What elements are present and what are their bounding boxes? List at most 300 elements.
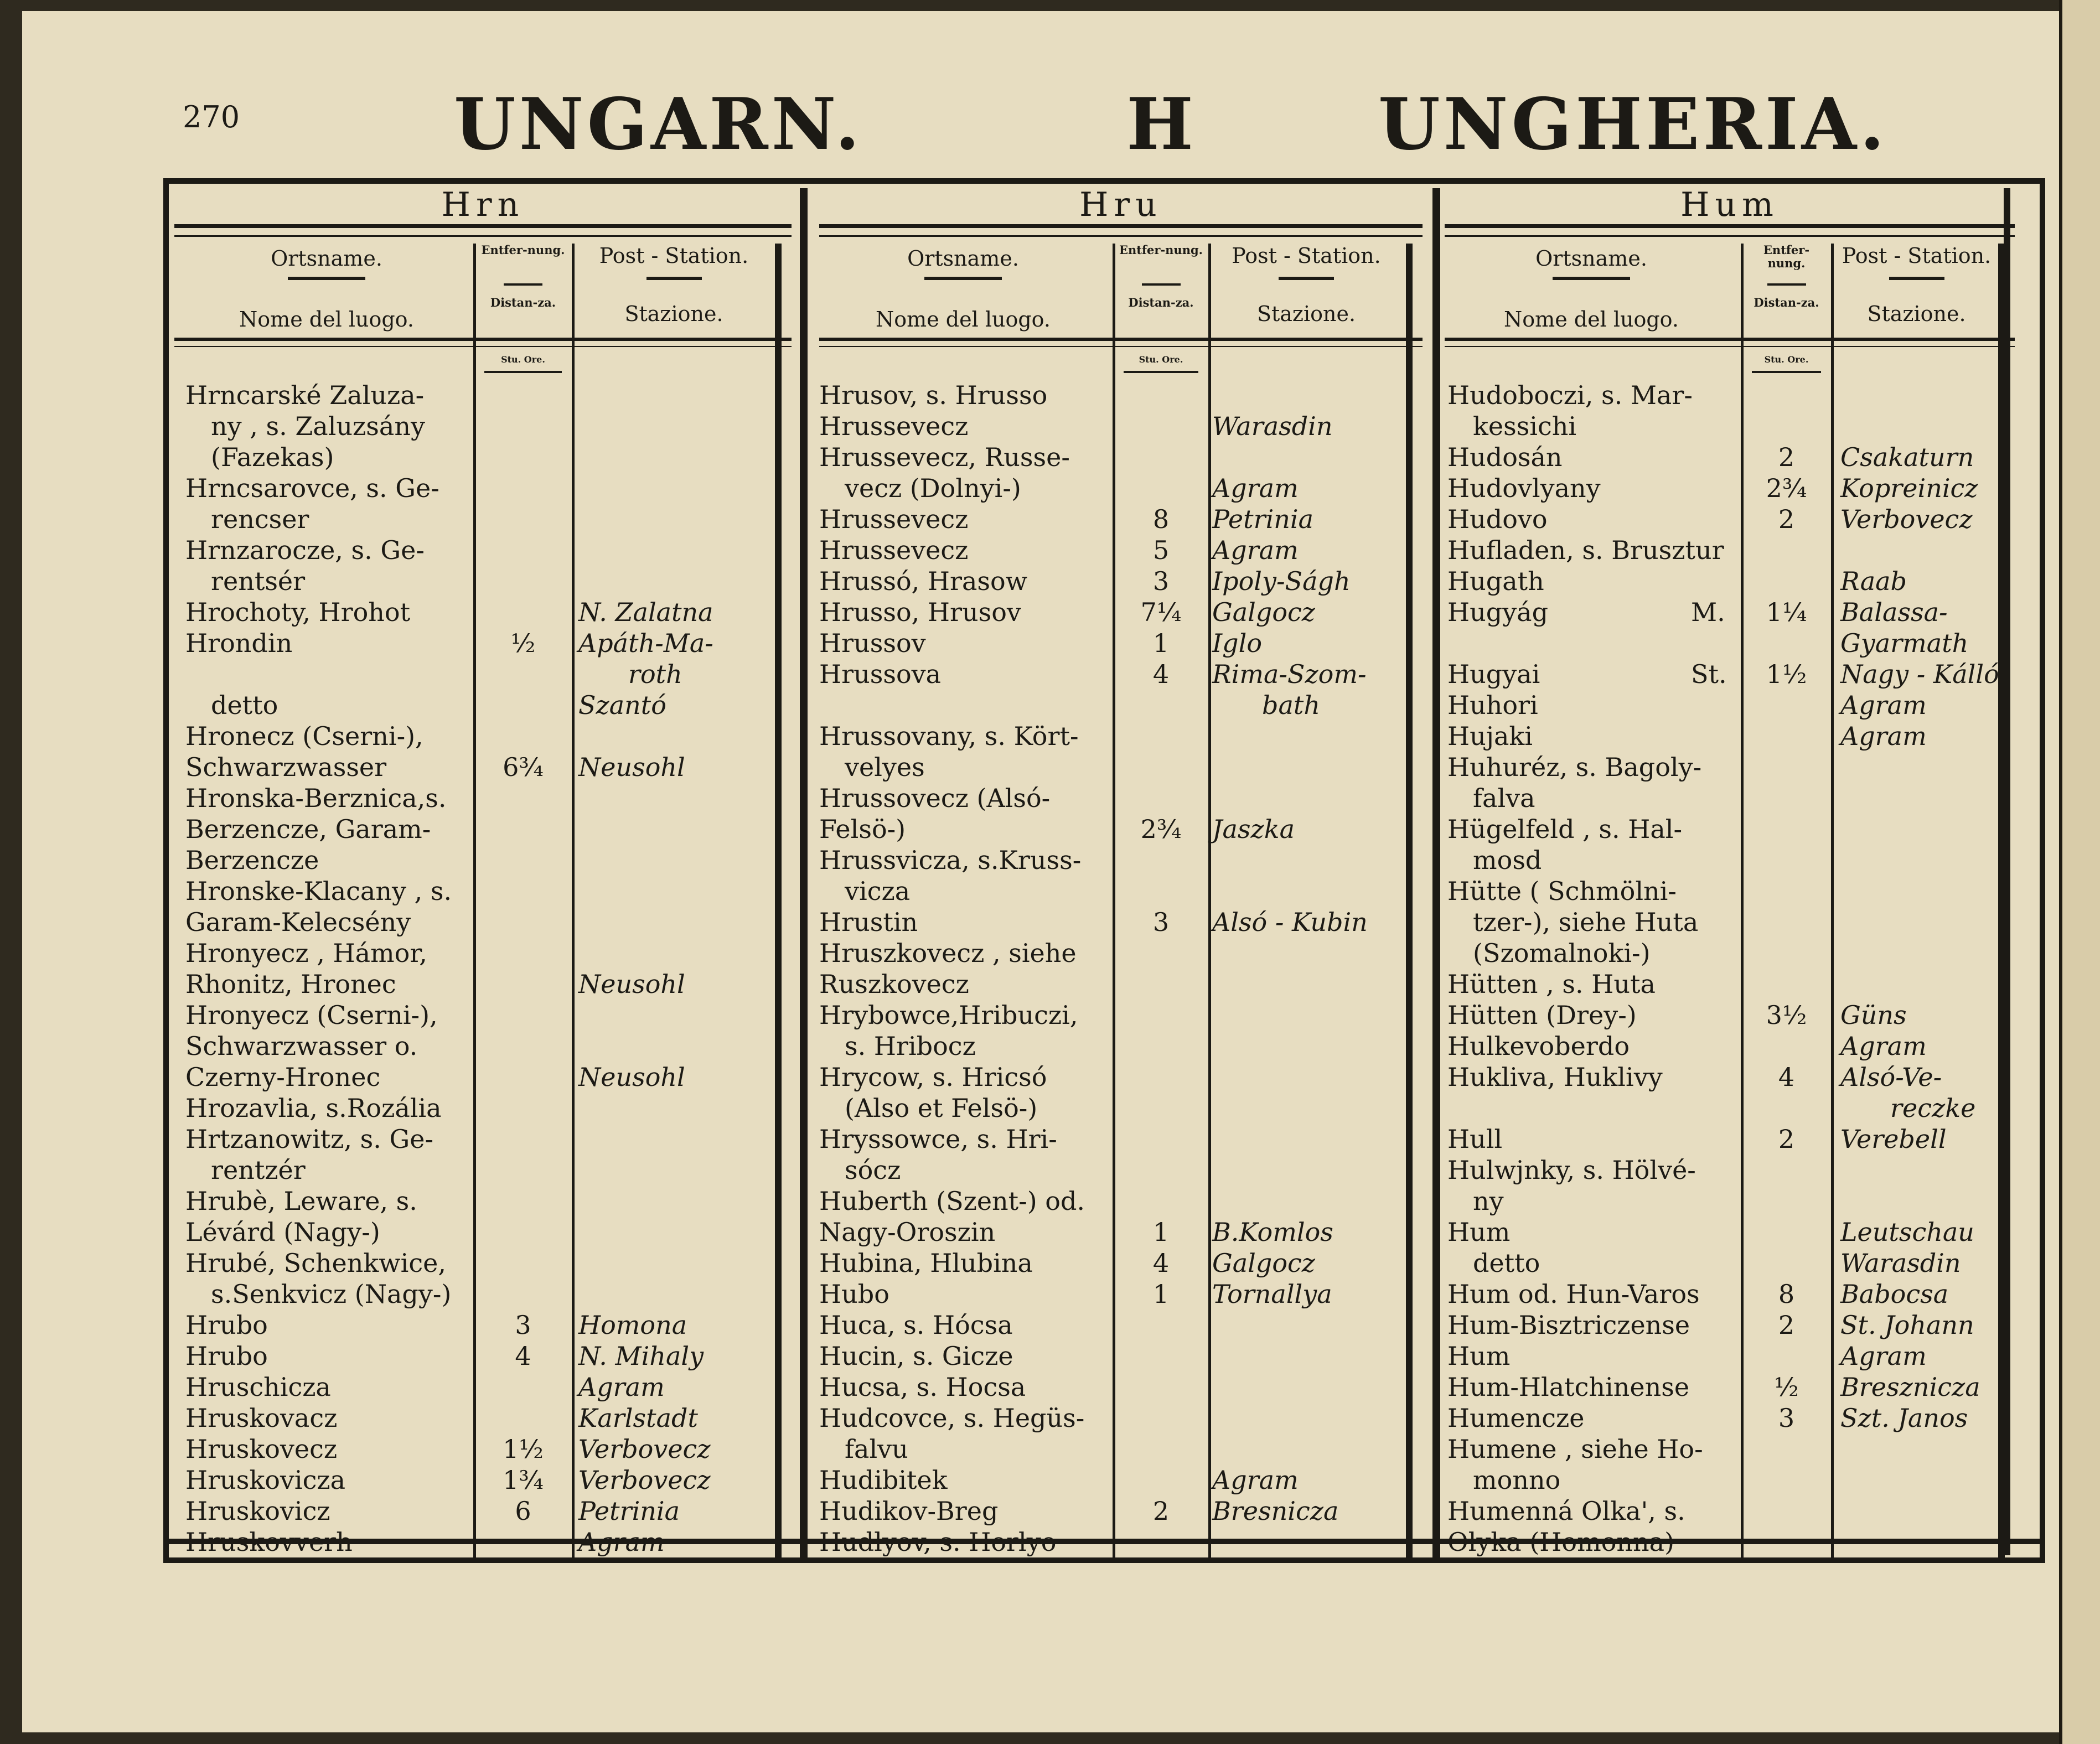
table-row [1447, 628, 1993, 659]
table-row [819, 876, 1400, 907]
place-name: falva [1473, 783, 1535, 813]
table-row [1447, 1464, 1993, 1495]
place-name: Hucsa, s. Hocsa [819, 1372, 1026, 1402]
place-name: Schwarzwasser o. [185, 1031, 418, 1061]
table-row [185, 473, 769, 504]
distance-value: 1¼ [1766, 597, 1807, 627]
table-row [819, 411, 1400, 442]
place-name: s.Senkvicz (Nagy-) [211, 1279, 452, 1309]
column-header-rule [1752, 371, 1821, 373]
header-rule [1445, 338, 2015, 341]
column-header-name-de: Ortsname. [1535, 246, 1647, 271]
place-name: Hrubo [185, 1341, 268, 1371]
place-name: Hronske-Klacany , s. [185, 876, 452, 906]
post-station: bath [1262, 690, 1320, 720]
table-row [185, 1372, 769, 1403]
table-row [819, 814, 1400, 845]
place-name: Rhonitz, Hronec [185, 969, 396, 999]
column-header-dist-unit: Stu. Ore. [1764, 354, 1809, 365]
distance-value: 1½ [503, 1434, 544, 1464]
table-row [819, 1310, 1400, 1341]
place-name: velyes [845, 752, 925, 782]
distance-value: 3 [1152, 907, 1170, 937]
section-title-rule [1445, 224, 2015, 228]
place-name: Hruskovicz [185, 1496, 330, 1526]
post-station: N. Mihaly [578, 1341, 704, 1371]
place-name: Hrussovecz (Alsó- [819, 783, 1051, 813]
section-divider [800, 188, 808, 1561]
place-name: rencser [211, 504, 309, 534]
column-header-rule [484, 371, 562, 373]
post-station: Agram [1212, 473, 1299, 503]
table-row [1447, 1000, 1993, 1031]
post-station: Güns [1840, 1000, 1907, 1030]
distance-value: 1½ [1766, 659, 1807, 689]
column-header-dist-de: Entfer-nung. [1763, 243, 1810, 270]
place-name: Hrusov, s. Hrusso [819, 380, 1048, 410]
place-name: Hrussevecz [819, 411, 969, 441]
post-station: Leutschau [1840, 1217, 1974, 1247]
place-name: Hruskovecz [185, 1434, 338, 1464]
distance-value: 2 [1152, 1496, 1170, 1526]
place-name: Berzencze [185, 845, 319, 875]
header-rule [174, 346, 792, 347]
table-row [1447, 783, 1993, 814]
place-name: Hudovo [1447, 504, 1548, 534]
table-row [1447, 690, 1993, 721]
table-row [185, 411, 769, 442]
table-row [1447, 752, 1993, 783]
table-row [185, 1186, 769, 1217]
place-name: Hrnzarocze, s. Ge- [185, 535, 425, 565]
post-station: Agram [578, 1372, 665, 1402]
place-name: Hrybowce,Hribuczi, [819, 1000, 1078, 1030]
table-row [185, 597, 769, 628]
table-row [185, 1341, 769, 1372]
section-title-rule [174, 235, 792, 237]
place-name: detto [1473, 1248, 1540, 1278]
distance-value: 1 [1152, 1217, 1170, 1247]
post-station: Alsó-Ve- [1840, 1062, 1942, 1092]
post-station: Warasdin [1840, 1248, 1961, 1278]
place-name: Hull [1447, 1124, 1503, 1154]
post-station: Csakaturn [1840, 442, 1974, 472]
post-station: Agram [1212, 1465, 1299, 1495]
post-station: Galgocz [1212, 597, 1316, 627]
place-name: Ruszkovecz [819, 969, 969, 999]
place-name: Hronyecz (Cserni-), [185, 1000, 438, 1030]
table-row [819, 1434, 1400, 1464]
table-row [819, 442, 1400, 473]
column-header-rule [1124, 371, 1198, 373]
column-header-rule [504, 283, 542, 286]
post-station: Bresznicza [1840, 1372, 1980, 1402]
distance-value: 6 [515, 1496, 531, 1526]
place-name: Hugath [1447, 566, 1544, 596]
table-row [819, 1403, 1400, 1434]
post-station: Agram [1840, 1031, 1927, 1061]
place-name: rentzér [211, 1155, 306, 1185]
table-row [1447, 411, 1993, 442]
table-row [819, 969, 1400, 1000]
post-station: Neusohl [578, 752, 685, 782]
post-station: Verbovecz [578, 1465, 711, 1495]
post-station: Tornallya [1212, 1279, 1332, 1309]
table-row [819, 938, 1400, 969]
table-row [185, 1155, 769, 1186]
post-station: Ipoly-Ságh [1212, 566, 1351, 596]
place-name: Hugyai [1447, 659, 1540, 689]
post-station: Agram [1212, 535, 1299, 565]
column-header-dist-it: Distan-za. [1128, 296, 1194, 309]
table-row [1447, 1310, 1993, 1341]
place-name: Hrncsarovce, s. Ge- [185, 473, 439, 503]
post-station: Karlstadt [578, 1403, 698, 1433]
place-name: Hronska-Berznica,s. [185, 783, 447, 813]
table-row [1447, 1341, 1993, 1372]
place-name: Hrussvicza, s.Kruss- [819, 845, 1082, 875]
post-station: Balassa- [1840, 597, 1948, 627]
place-name: kessichi [1473, 411, 1577, 441]
place-name: Hum-Hlatchinense [1447, 1372, 1690, 1402]
table-row [185, 535, 769, 566]
place-name: Hum-Bisztriczense [1447, 1310, 1690, 1340]
place-name: (Also et Felsö-) [845, 1093, 1038, 1123]
distance-value: 1¾ [503, 1465, 544, 1495]
table-row [185, 783, 769, 814]
table-row [819, 1000, 1400, 1031]
place-name: Hrussovany, s. Kört- [819, 721, 1079, 751]
column-header-rule [1553, 277, 1630, 280]
table-row [819, 597, 1400, 628]
table-row [1447, 1124, 1993, 1155]
table-row [819, 783, 1400, 814]
table-row [1447, 1093, 1993, 1124]
column-header-dist-it: Distan-za. [490, 296, 556, 309]
column-header-dist-it: Distan-za. [1754, 296, 1819, 309]
place-name: Hrubo [185, 1310, 268, 1340]
table-row [1447, 1186, 1993, 1217]
distance-value: 7¼ [1140, 597, 1182, 627]
table-row [819, 1062, 1400, 1093]
place-name: Hütte ( Schmölni- [1447, 876, 1677, 906]
table-row [185, 814, 769, 845]
table-row [819, 690, 1400, 721]
header-letter: H [1126, 83, 1197, 166]
table-row [1447, 1217, 1993, 1248]
post-station: Homona [578, 1310, 687, 1340]
distance-value: ½ [510, 628, 536, 658]
place-name: Hrussevecz, Russe- [819, 442, 1070, 472]
table-row [185, 442, 769, 473]
section-title: Hum [1680, 185, 1779, 224]
table-row [1447, 566, 1993, 597]
column-rule [1998, 244, 2005, 1561]
table-row [1447, 1031, 1993, 1062]
section-title-rule [819, 235, 1423, 237]
page-number: 270 [183, 100, 240, 134]
place-name: vicza [845, 876, 911, 906]
place-name: ny , s. Zaluzsány [211, 411, 425, 441]
distance-value: 3 [1152, 566, 1170, 596]
table-row [185, 1434, 769, 1464]
column-header-rule [1767, 283, 1806, 286]
distance-value: 2¾ [1140, 814, 1182, 844]
post-station: St. Johann [1840, 1310, 1974, 1340]
column-header-post-de: Post - Station. [599, 244, 749, 268]
place-name: Hrubè, Leware, s. [185, 1186, 417, 1216]
post-station: Alsó - Kubin [1212, 907, 1368, 937]
post-station: Nagy - Kálló [1840, 659, 1999, 689]
table-row [819, 1124, 1400, 1155]
place-name: Schwarzwasser [185, 752, 387, 782]
place-name: Hujaki [1447, 721, 1533, 751]
place-name: Hulkevoberdo [1447, 1031, 1630, 1061]
table-row [819, 380, 1400, 411]
post-station: Jaszka [1212, 814, 1295, 844]
distance-value: 4 [1152, 1248, 1170, 1278]
column-header-name-it: Nome del luogo. [876, 307, 1051, 332]
table-row [819, 845, 1400, 876]
post-station: Agram [1840, 721, 1927, 751]
place-name: Hubina, Hlubina [819, 1248, 1033, 1278]
table-row [185, 380, 769, 411]
place-name: Hudovlyany [1447, 473, 1601, 503]
place-name: Huca, s. Hócsa [819, 1310, 1013, 1340]
header-rule [819, 346, 1423, 347]
table-row [185, 969, 769, 1000]
post-station: Warasdin [1212, 411, 1333, 441]
header-rule [819, 338, 1423, 341]
place-name: Hugyág [1447, 597, 1549, 627]
table-row [185, 1248, 769, 1279]
place-name: Hudcovce, s. Hegüs- [819, 1403, 1085, 1433]
table-row [1447, 1495, 1993, 1526]
column-header-post-de: Post - Station. [1232, 244, 1381, 268]
place-name: Hrozavlia, s.Rozália [185, 1093, 442, 1123]
table-row [185, 1000, 769, 1031]
distance-value: 5 [1152, 535, 1170, 565]
table-row [1447, 938, 1993, 969]
table-row [819, 1248, 1400, 1279]
place-name: Nagy-Oroszin [819, 1217, 996, 1247]
region-mark: St. [1691, 659, 1727, 689]
table-row [819, 1495, 1400, 1526]
section-title: Hru [1079, 185, 1162, 224]
column-header-rule [1279, 277, 1334, 280]
table-row [819, 628, 1400, 659]
place-name: tzer-), siehe Huta [1473, 907, 1699, 937]
place-name: Hrycow, s. Hricsó [819, 1062, 1047, 1092]
place-name: Hulwjnky, s. Hölvé- [1447, 1155, 1696, 1185]
table-row [819, 473, 1400, 504]
table-row [819, 659, 1400, 690]
table-row [1447, 1372, 1993, 1403]
place-name: Hruskovicza [185, 1465, 346, 1495]
table-row [1447, 597, 1993, 628]
table-row [185, 938, 769, 969]
place-name: Hügelfeld , s. Hal- [1447, 814, 1683, 844]
place-name: Hum [1447, 1217, 1511, 1247]
place-name: Hudosán [1447, 442, 1563, 472]
place-name: Humencze [1447, 1403, 1585, 1433]
table-row [185, 907, 769, 938]
post-station: Kopreinicz [1840, 473, 1978, 503]
post-station: reczke [1890, 1093, 1976, 1123]
table-row [1447, 380, 1993, 411]
place-name: Hrussó, Hrasow [819, 566, 1028, 596]
section-divider [1432, 188, 1440, 1561]
table-row [185, 1403, 769, 1434]
distance-value: 3 [515, 1310, 531, 1340]
table-row [185, 628, 769, 659]
table-row [819, 1279, 1400, 1310]
distance-value: 2 [1778, 1310, 1795, 1340]
place-name: Humene , siehe Ho- [1447, 1434, 1703, 1464]
table-row [1447, 1434, 1993, 1464]
post-station: Agram [1840, 690, 1927, 720]
table-row [185, 566, 769, 597]
header-rule [1445, 346, 2015, 347]
table-row [185, 845, 769, 876]
place-name: Hum od. Hun-Varos [1447, 1279, 1700, 1309]
place-name: Czerny-Hronec [185, 1062, 381, 1092]
distance-value: 4 [515, 1341, 531, 1371]
header-rule [174, 338, 792, 341]
place-name: Lévárd (Nagy-) [185, 1217, 380, 1247]
place-name: Hrtzanowitz, s. Ge- [185, 1124, 433, 1154]
place-name: Garam-Kelecsény [185, 907, 411, 937]
post-station: Petrinia [578, 1496, 680, 1526]
table-row [819, 566, 1400, 597]
place-name: Humenná Olka', s. [1447, 1496, 1685, 1526]
table-row [1447, 1279, 1993, 1310]
column-header-rule [1142, 283, 1181, 286]
column-header-rule [646, 277, 702, 280]
column-header-name-de: Ortsname. [907, 246, 1019, 271]
place-name: Huhuréz, s. Bagoly- [1447, 752, 1702, 782]
place-name: Berzencze, Garam- [185, 814, 431, 844]
column-header-name-it: Nome del luogo. [1504, 307, 1679, 332]
place-name: Hronecz (Cserni-), [185, 721, 423, 751]
next-page-edge [2059, 0, 2100, 1744]
place-name: ny [1473, 1186, 1504, 1216]
post-station: Petrinia [1212, 504, 1314, 534]
post-station: Bresnicza [1212, 1496, 1339, 1526]
table-row [185, 752, 769, 783]
table-row [1447, 1248, 1993, 1279]
place-name: Hudibitek [819, 1465, 948, 1495]
table-row [1447, 1062, 1993, 1093]
place-name: Hrussevecz [819, 504, 969, 534]
place-name: Felsö-) [819, 814, 906, 844]
table-row [819, 1031, 1400, 1062]
post-station: Galgocz [1212, 1248, 1316, 1278]
distance-value: 2 [1778, 504, 1795, 534]
table-row [185, 876, 769, 907]
place-name: Hrustin [819, 907, 918, 937]
table-row [185, 1093, 769, 1124]
table-row [185, 1062, 769, 1093]
section-title-rule [1445, 235, 2015, 237]
distance-value: 3 [1778, 1403, 1795, 1433]
column-header-dist-de: Entfer-nung. [1119, 243, 1203, 257]
post-station: Verbovecz [578, 1434, 711, 1464]
post-station: Babocsa [1840, 1279, 1949, 1309]
place-name: Hrncarské Zaluza- [185, 380, 425, 410]
column-header-name-de: Ortsname. [271, 246, 382, 271]
table-row [819, 1341, 1400, 1372]
table-row [1447, 1155, 1993, 1186]
place-name: Hukliva, Huklivy [1447, 1062, 1663, 1092]
post-station: Neusohl [578, 969, 685, 999]
place-name: falvu [845, 1434, 908, 1464]
distance-value: 2¾ [1766, 473, 1807, 503]
post-station: Verebell [1840, 1124, 1947, 1154]
post-station: Szt. Janos [1840, 1403, 1968, 1433]
table-row [819, 1464, 1400, 1495]
place-name: Hronyecz , Hámor, [185, 938, 427, 968]
table-row [819, 504, 1400, 535]
table-row [185, 690, 769, 721]
table-row [1447, 659, 1999, 690]
table-row [1447, 473, 1993, 504]
column-rule [1406, 244, 1413, 1561]
distance-value: ½ [1774, 1372, 1799, 1402]
place-name: rentsér [211, 566, 306, 596]
distance-value: 4 [1152, 659, 1170, 689]
post-station: Agram [1840, 1341, 1927, 1371]
distance-value: 3½ [1766, 1000, 1807, 1030]
place-name: Hubo [819, 1279, 889, 1309]
table-row [185, 1124, 769, 1155]
place-name: Hruschicza [185, 1372, 331, 1402]
place-name: (Fazekas) [211, 442, 334, 472]
distance-value: 8 [1152, 504, 1170, 534]
table-row [1447, 969, 1993, 1000]
place-name: vecz (Dolnyi-) [845, 473, 1021, 503]
post-station: N. Zalatna [578, 597, 713, 627]
place-name: Hruszkovecz , siehe [819, 938, 1077, 968]
table-row [185, 1464, 769, 1495]
table-row [185, 1031, 769, 1062]
region-mark: M. [1691, 597, 1725, 627]
post-station: B.Komlos [1212, 1217, 1333, 1247]
column-header-rule [1889, 277, 1944, 280]
post-station: Iglo [1212, 628, 1263, 658]
table-row [185, 1279, 769, 1310]
place-name: Hütten (Drey-) [1447, 1000, 1637, 1030]
distance-value: 2 [1778, 1124, 1795, 1154]
place-name: Hrubé, Schenkwice, [185, 1248, 446, 1278]
place-name: Hütten , s. Huta [1447, 969, 1656, 999]
column-rule [775, 244, 782, 1561]
table-row [819, 1217, 1400, 1248]
header-left: UNGARN. [454, 83, 863, 166]
table-row [819, 721, 1400, 752]
column-header-dist-unit: Stu. Ore. [501, 354, 545, 365]
section-title-rule [819, 224, 1423, 228]
column-header-rule [924, 277, 1002, 280]
table-row [1447, 845, 1993, 876]
table-row [185, 504, 769, 535]
table-row [819, 907, 1400, 938]
distance-value: 6¾ [503, 752, 544, 782]
table-row [819, 535, 1400, 566]
place-name: Hrussova [819, 659, 942, 689]
place-name: detto [211, 690, 278, 720]
table-row [1447, 814, 1993, 845]
